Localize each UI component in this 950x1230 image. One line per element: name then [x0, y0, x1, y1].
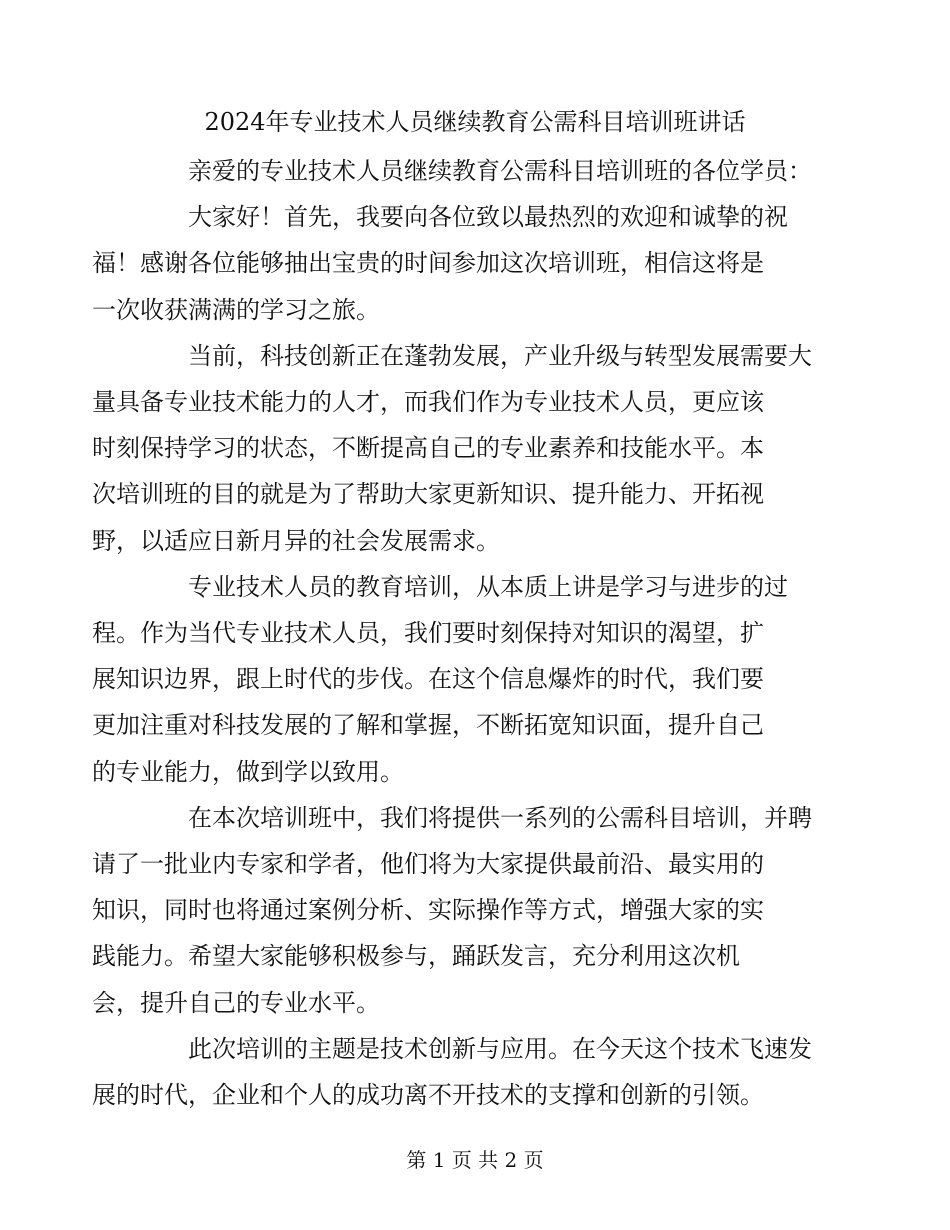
paragraph-line: 的专业能力，做到学以致用。	[92, 757, 404, 786]
paragraph-line: 请了一批业内专家和学者，他们将为大家提供最前沿、最实用的	[92, 850, 764, 879]
paragraph-context	[92, 333, 812, 564]
paragraph-education	[92, 564, 800, 795]
paragraph-line: 福！感谢各位能够抽出宝贵的时间参加这次培训班，相信这将是	[92, 249, 764, 278]
paragraph-line: 亲爱的专业技术人员继续教育公需科目培训班的各位学员：	[188, 157, 812, 185]
paragraph-line: 展的时代，企业和个人的成功离不开技术的支撑和创新的引领。	[92, 1081, 764, 1110]
document-body	[92, 148, 812, 1118]
paragraph-welcome	[92, 194, 800, 333]
paragraph-training	[92, 795, 812, 1026]
paragraph-line: 大家好！首先，我要向各位致以最热烈的欢迎和诚挚的祝	[188, 203, 788, 232]
paragraph-line: 当前，科技创新正在蓬勃发展，产业升级与转型发展需要大	[188, 341, 812, 370]
paragraph-theme	[92, 1026, 812, 1118]
paragraph-line: 践能力。希望大家能够积极参与，踊跃发言，充分利用这次机	[92, 942, 740, 971]
paragraph-line: 一次收获满满的学习之旅。	[92, 295, 380, 324]
document-title: 2024年专业技术人员继续教育公需科目培训班讲话	[204, 108, 746, 136]
paragraph-line: 野，以适应日新月异的社会发展需求。	[92, 526, 500, 555]
paragraph-line: 时刻保持学习的状态，不断提高自己的专业素养和技能水平。本	[92, 434, 764, 463]
paragraph-line: 量具备专业技术能力的人才，而我们作为专业技术人员，更应该	[92, 388, 764, 417]
paragraph-line: 次培训班的目的就是为了帮助大家更新知识、提升能力、开拓视	[92, 480, 764, 509]
paragraph-line: 会，提升自己的专业水平。	[92, 988, 380, 1017]
paragraph-line: 在本次培训班中，我们将提供一系列的公需科目培训，并聘	[188, 803, 812, 832]
paragraph-line: 专业技术人员的教育培训，从本质上讲是学习与进步的过	[188, 572, 788, 601]
paragraph-line: 程。作为当代专业技术人员，我们要时刻保持对知识的渴望，扩	[92, 619, 764, 648]
paragraph-line: 知识，同时也将通过案例分析、实际操作等方式，增强大家的实	[92, 896, 764, 925]
paragraph-greeting	[140, 148, 812, 194]
paragraph-line: 此次培训的主题是技术创新与应用。在今天这个技术飞速发	[188, 1034, 812, 1063]
paragraph-line: 展知识边界，跟上时代的步伐。在这个信息爆炸的时代，我们要	[92, 665, 764, 694]
paragraph-line: 更加注重对科技发展的了解和掌握，不断拓宽知识面，提升自己	[92, 711, 764, 740]
page-footer: 第 1 页 共 2 页	[406, 1148, 544, 1172]
